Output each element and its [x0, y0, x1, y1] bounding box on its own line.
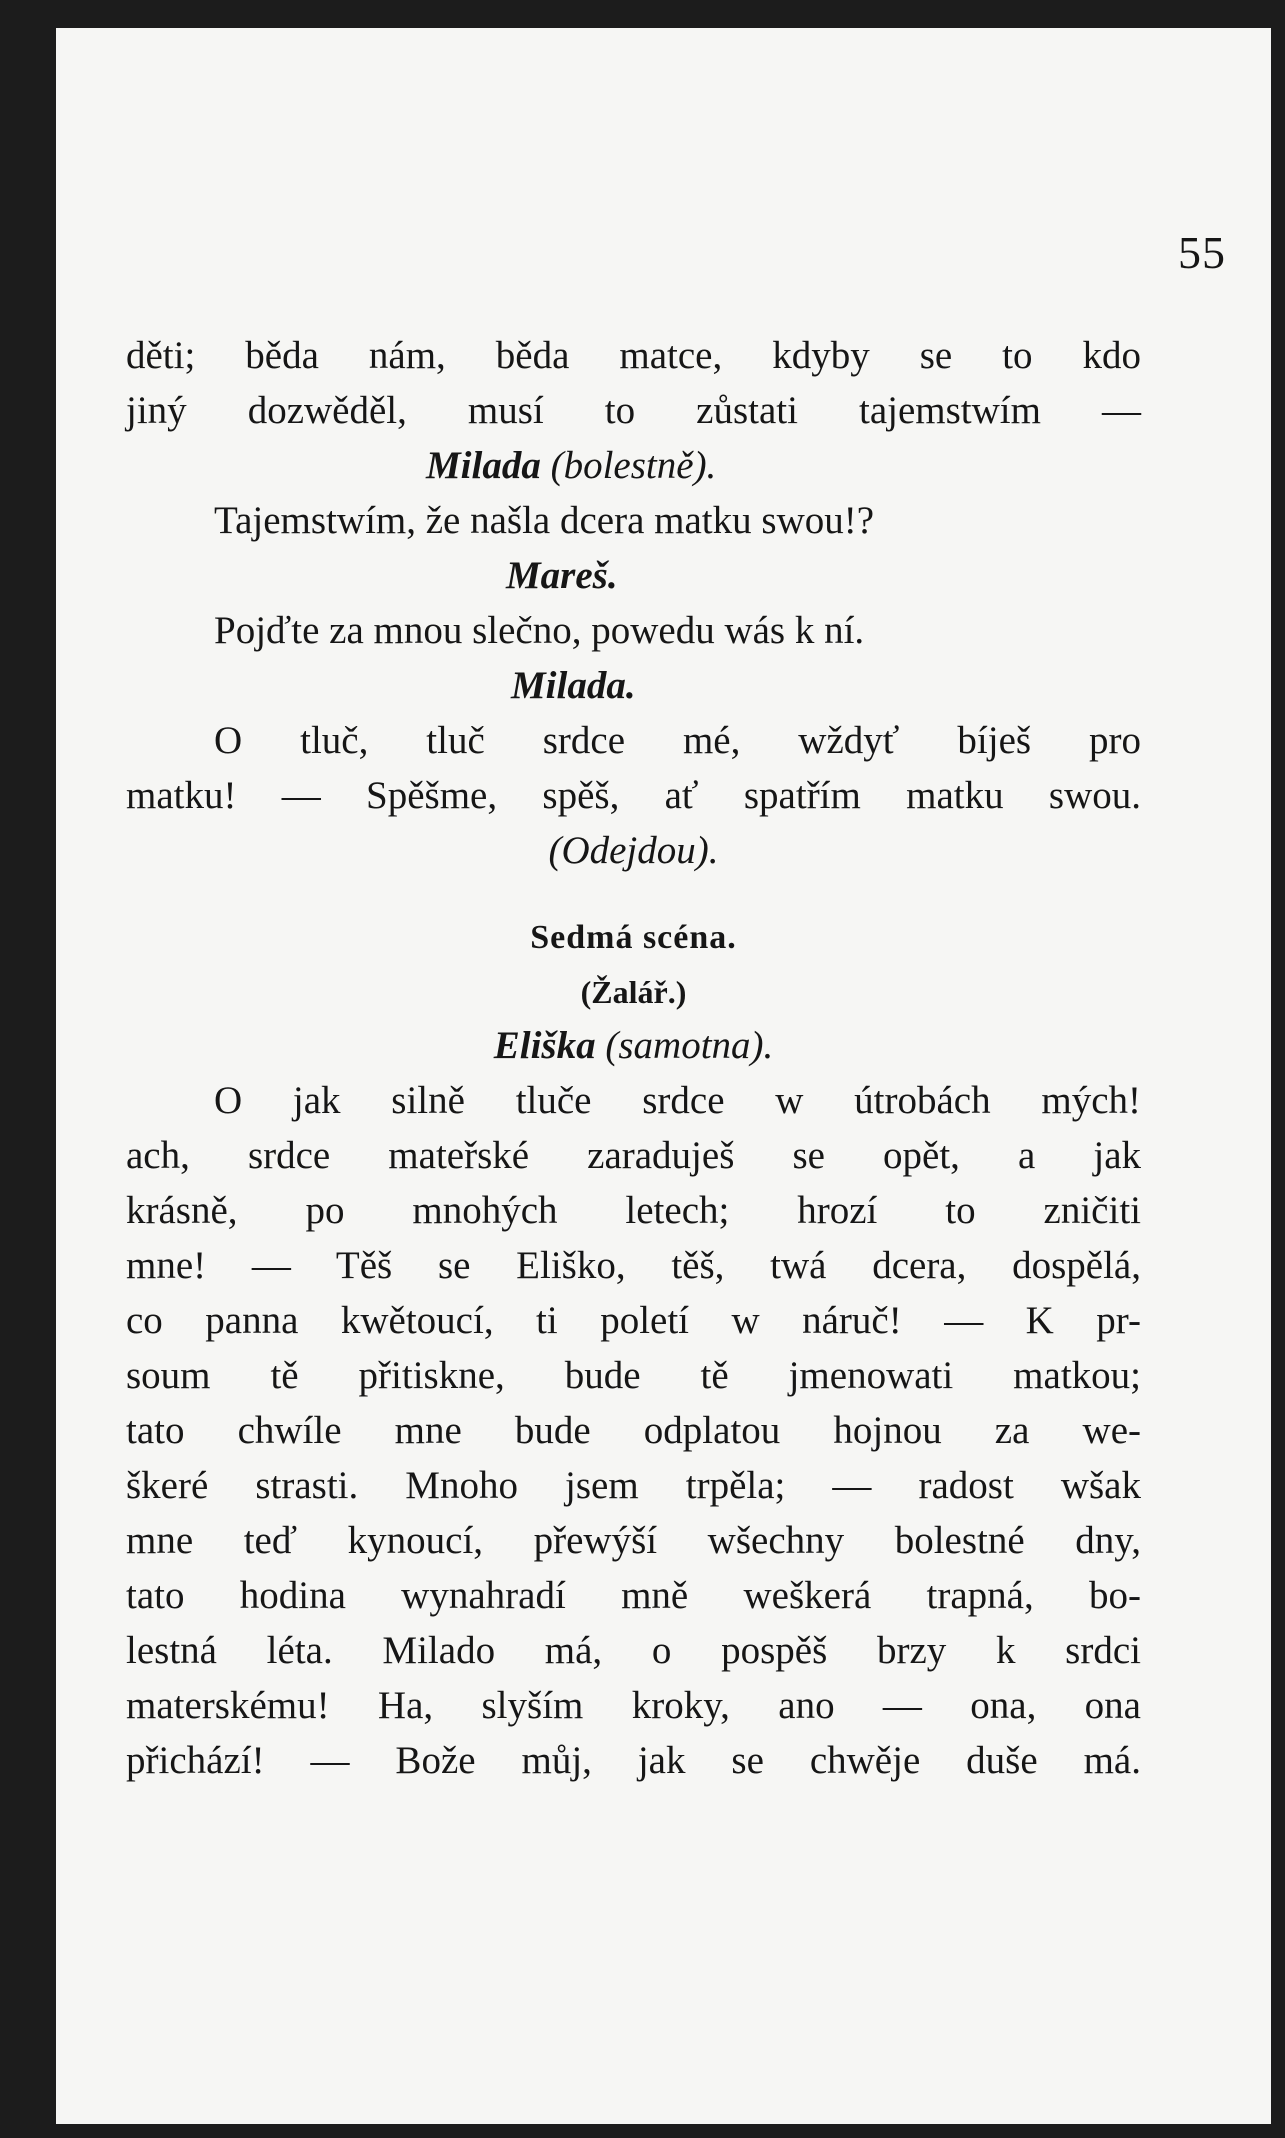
text-line: Tajemstwím, že našla dcera matku swou!? [214, 499, 875, 542]
speaker-heading [126, 438, 1141, 493]
text-line: materskému! Ha, slyším kroky, ano — ona, ona [126, 1684, 1141, 1727]
text-line: krásně, po mnohých letech; hrozí to zničiti [126, 1189, 1141, 1232]
page-text [126, 328, 1141, 1788]
stage-direction: (bolestně). [550, 444, 717, 487]
text-line: mne! — Těš se Eliško, těš, twá dcera, dospělá, [126, 1244, 1141, 1287]
text-line: soum tě přitiskne, bude tě jmenowati matkou; [126, 1354, 1141, 1397]
text-line: O jak silně tluče srdce w útrobách mých! [214, 1079, 1141, 1122]
scene-place: (Žalář.) [580, 974, 687, 1010]
text-line: přichází! — Bože můj, jak se chwěje duše má. [126, 1739, 1141, 1782]
speaker-name: Milada. [511, 664, 636, 707]
speaker-name: Mareš. [506, 554, 618, 597]
text-line: děti; běda nám, běda matce, kdyby se to kdo [126, 334, 1141, 377]
book-page [56, 28, 1271, 2124]
page-number: 55 [1178, 227, 1226, 278]
text-line: mne teď kynoucí, přewýší wšechny bolestné dny, [126, 1519, 1141, 1562]
text-line: škeré strasti. Mnoho jsem trpěla; — radost wšak [126, 1464, 1141, 1507]
text-line: ach, srdce mateřské zaraduješ se opět, a jak [126, 1134, 1141, 1177]
speaker-heading [126, 1018, 1141, 1073]
text-line: Pojďte za mnou slečno, powedu wás k ní. [214, 609, 865, 652]
text-line: matku! — Spěšme, spěš, ať spatřím matku swou. [126, 774, 1141, 817]
stage-direction: (Odejdou). [548, 829, 719, 872]
text-line: lestná léta. Milado má, o pospěš brzy k srdci [126, 1629, 1141, 1672]
text-line: O tluč, tluč srdce mé, wždyť bíješ pro [214, 719, 1141, 762]
speaker-name: Milada [426, 444, 541, 487]
text-line: jiný dozwěděl, musí to zůstati tajemstwím — [126, 389, 1141, 432]
text-line: tato chwíle mne bude odplatou hojnou za we- [126, 1409, 1141, 1452]
speaker-heading [126, 548, 1141, 603]
text-line: tato hodina wynahradí mně weškerá trapná, bo- [126, 1574, 1141, 1617]
speaker-heading [126, 658, 1141, 713]
speaker-name: Eliška [493, 1024, 596, 1067]
text-line: co panna kwětoucí, ti poletí w náruč! — K pr- [126, 1299, 1141, 1342]
stage-direction: (samotna). [605, 1024, 774, 1067]
scene-heading: Sedmá scéna. [530, 919, 737, 956]
